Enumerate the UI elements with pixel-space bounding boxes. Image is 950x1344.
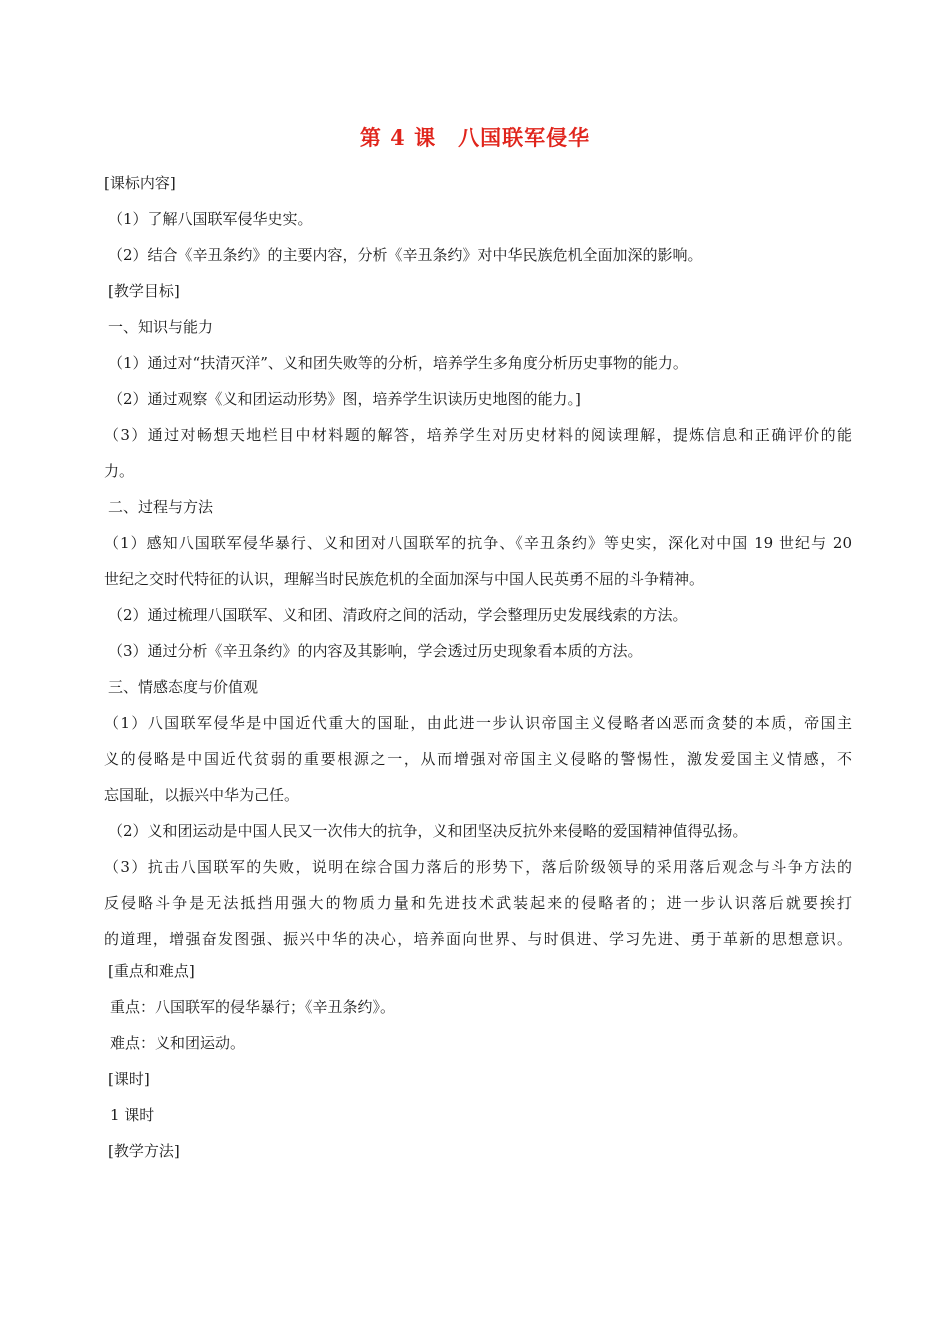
paragraph-line: 义的侵略是中国近代贫弱的重要根源之一，从而增强对帝国主义侵略的警惕性，激发爱国主义情感，不 [104,750,852,768]
paragraph-line: 1 课时 [110,1106,155,1124]
paragraph-line: （3）通过分析《辛丑条约》的内容及其影响，学会透过历史现象看本质的方法。 [108,642,643,660]
paragraph-line: 重点：八国联军的侵华暴行；《辛丑条约》。 [110,998,396,1016]
paragraph-line: （3）通过对畅想天地栏目中材料题的解答，培养学生对历史材料的阅读理解，提炼信息和正确评价的能 [104,426,852,444]
paragraph-line: （2）通过观察《义和团运动形势》图，培养学生识读历史地图的能力。] [108,390,581,408]
paragraph-line: （2）通过梳理八国联军、义和团、清政府之间的活动，学会整理历史发展线索的方法。 [108,606,688,624]
paragraph-line: 的道理，增强奋发图强、振兴中华的决心，培养面向世界、与时俱进、学习先进、勇于革新的思想意识。 [104,930,852,948]
section-heading: [教学方法] [108,1142,180,1160]
subsection-heading: 二、过程与方法 [108,498,214,516]
paragraph-line: 忘国耻，以振兴中华为己任。 [104,786,300,804]
document-body [104,172,852,1176]
section-heading: [课时] [108,1070,150,1088]
paragraph-line: （1）八国联军侵华是中国近代重大的国耻，由此进一步认识帝国主义侵略者凶恶而贪婪的本质，帝国主 [104,714,852,732]
paragraph-line: （1）了解八国联军侵华史实。 [108,210,313,228]
section-heading: [教学目标] [108,282,180,300]
paragraph-line: （3）抗击八国联军的失败，说明在综合国力落后的形势下，落后阶级领导的采用落后观念与斗争方法的 [104,858,852,876]
paragraph-line: （2）义和团运动是中国人民又一次伟大的抗争，义和团坚决反抗外来侵略的爱国精神值得弘扬。 [108,822,748,840]
paragraph-line: 世纪之交时代特征的认识，理解当时民族危机的全面加深与中国人民英勇不屈的斗争精神。 [104,570,705,588]
paragraph-line: 难点：义和团运动。 [110,1034,246,1052]
paragraph-line: （1）感知八国联军侵华暴行、义和团对八国联军的抗争、《辛丑条约》等史实，深化对中国 19 世纪与 20 [104,534,852,552]
section-heading: [课标内容] [104,174,176,192]
paragraph-line: 力。 [104,462,135,480]
page-title: 第 4 课 八国联军侵华 [359,125,591,150]
subsection-heading: 三、情感态度与价值观 [108,678,259,696]
paragraph-line: （2）结合《辛丑条约》的主要内容，分析《辛丑条约》对中华民族危机全面加深的影响。 [108,246,703,264]
subsection-heading: 一、知识与能力 [108,318,214,336]
paragraph-line: 反侵略斗争是无法抵挡用强大的物质力量和先进技术武装起来的侵略者的；进一步认识落后就要挨打 [104,894,852,912]
paragraph-line: （1）通过对“扶清灭洋”、义和团失败等的分析，培养学生多角度分析历史事物的能力。 [108,354,688,372]
section-heading: [重点和难点] [108,962,195,980]
